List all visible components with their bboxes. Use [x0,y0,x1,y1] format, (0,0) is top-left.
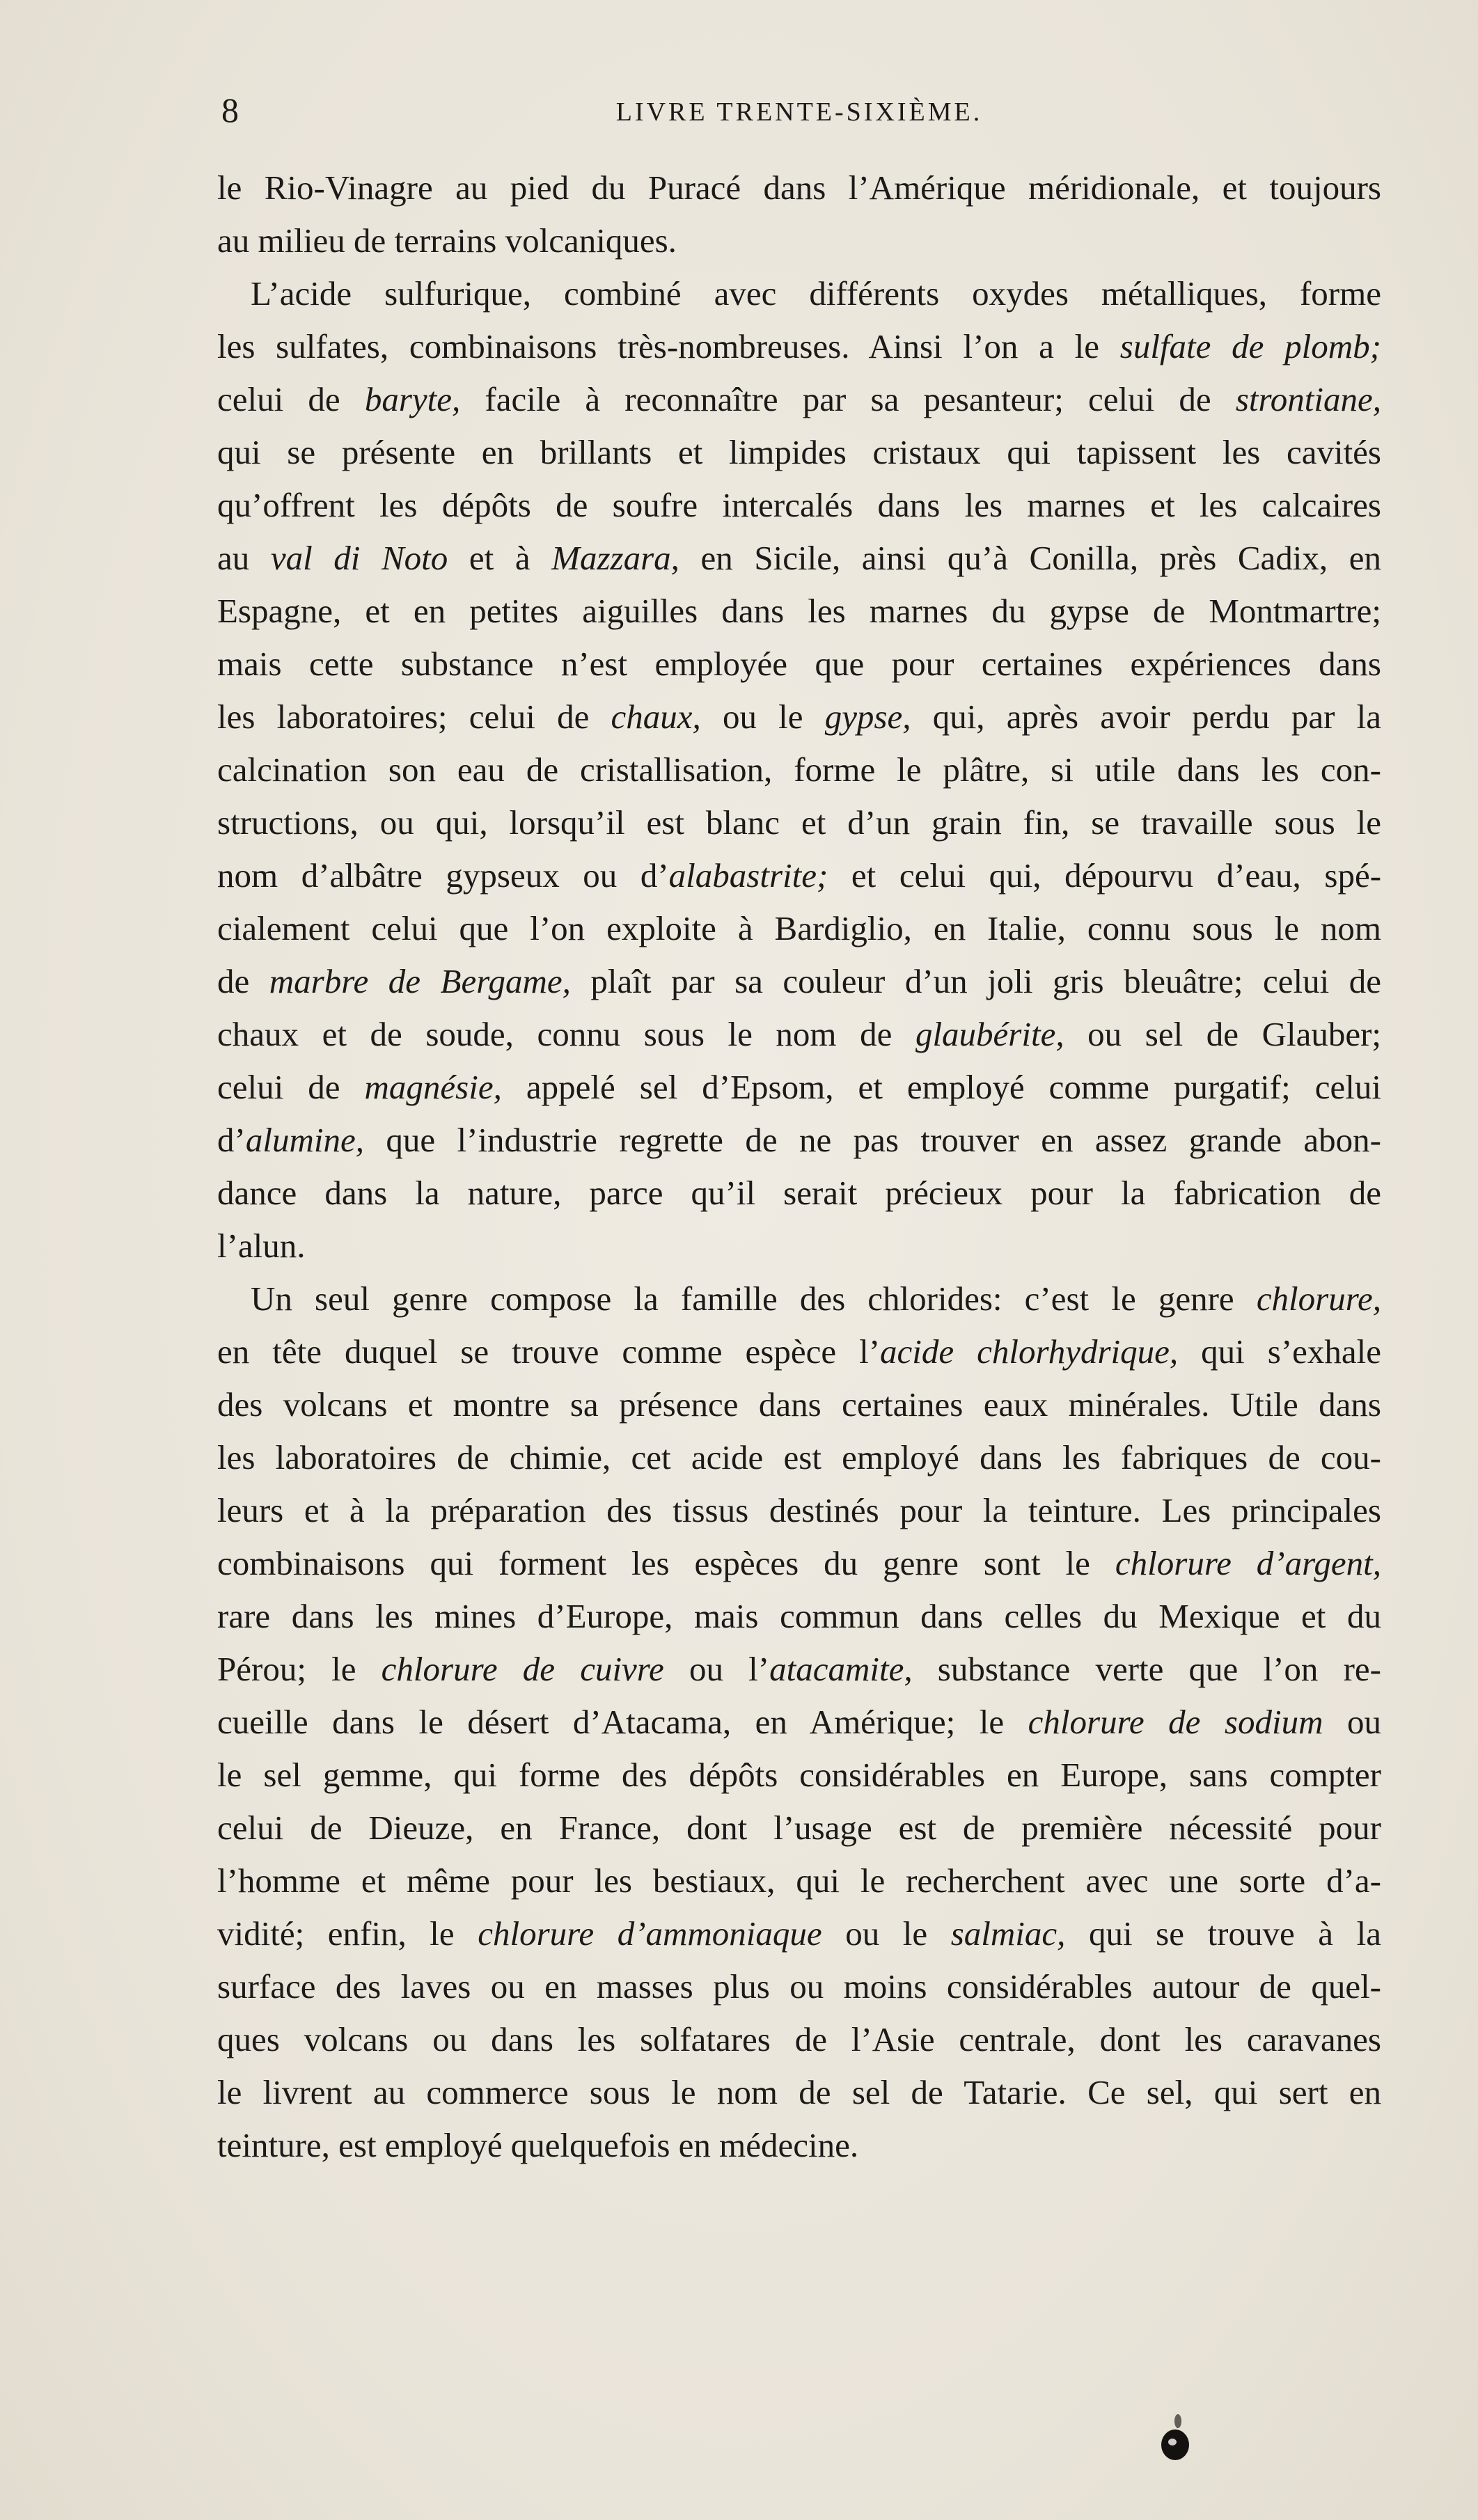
text-line [217,1273,1381,1325]
italic-term: val di Noto [270,539,448,577]
text-line [217,162,1381,214]
text-run: qui s’exhale [1178,1332,1381,1371]
text-run: le sel gemme, qui forme des dépôts considérables en Europe, sans compter [217,1756,1381,1794]
text-run: celui de [217,380,365,418]
text-line [217,1960,1381,2013]
text-line [217,1802,1381,1854]
text-run: appelé sel d’Epsom, et employé comme purgatif; celui [501,1068,1381,1106]
text-run: mais cette substance n’est employée que pour certaines expériences dans [217,645,1381,683]
text-line [217,585,1381,638]
text-line [217,849,1381,902]
text-run: celui de Dieuze, en France, dont l’usage est de première nécessité pour [217,1809,1381,1847]
italic-term: marbre de Bergame, [269,962,571,1000]
text-run: structions, ou qui, lorsqu’il est blanc et d’un grain fin, se travaille sous le [217,803,1381,842]
text-run: dance dans la nature, parce qu’il serait précieux pour la fabrication de [217,1174,1381,1212]
text-run: les laboratoires; celui de [217,698,611,736]
text-run: les sulfates, combinaisons très-nombreuses. Ainsi l’on a le [217,327,1120,365]
text-line [217,426,1381,479]
text-line [217,1061,1381,1114]
text-line [217,1008,1381,1061]
text-run: facile à reconnaître par sa pesanteur; celui de [460,380,1236,418]
text-line [217,955,1381,1008]
text-line [217,1643,1381,1696]
italic-term: chlorure de cuivre [381,1650,664,1688]
text-run: et à [448,539,552,577]
text-run: Espagne, et en petites aiguilles dans les marnes du gypse de Montmartre; [217,592,1381,630]
text-run: surface des laves ou en masses plus ou moins considérables autour de quel- [217,1967,1381,2006]
text-run: chaux et de soude, connu sous le nom de [217,1015,915,1053]
italic-term: salmiac, [950,1914,1066,1953]
page-number: 8 [221,90,239,129]
running-title: LIVRE TRENTE-SIXIÈME. [615,97,983,127]
text-line [217,267,1381,320]
text-run: leurs et à la préparation des tissus destinés pour la teinture. Les principales [217,1491,1381,1529]
text-run: qui se trouve à la [1065,1914,1381,1953]
italic-term: strontiane, [1235,380,1381,418]
text-run: les laboratoires de chimie, cet acide est employé dans les fabriques de cou- [217,1438,1381,1476]
text-line [217,373,1381,426]
running-head [221,89,1377,138]
text-run: ou le [700,698,825,736]
text-run: celui de [217,1068,365,1106]
text-run: que l’industrie regrette de ne pas trouver en assez grande abon- [363,1121,1381,1159]
italic-term: glaubérite, [915,1015,1064,1053]
text-line [217,532,1381,585]
text-run: combinaisons qui forment les espèces du genre sont le [217,1544,1115,1582]
text-line [217,214,1381,267]
text-run: ou le [821,1914,951,1953]
text-line [217,1749,1381,1802]
text-line [217,1378,1381,1431]
text-line [217,320,1381,373]
italic-term: Mazzara, [551,539,679,577]
italic-term: alabastrite; [668,856,828,895]
text-run: en tête duquel se trouve comme espèce l’ [217,1332,881,1371]
text-run: ou l’ [663,1650,770,1688]
text-line [217,902,1381,955]
text-run: au [217,539,271,577]
text-line [217,638,1381,691]
text-run: ou [1323,1703,1382,1741]
text-line [217,2013,1381,2066]
text-run: qu’offrent les dépôts de soufre intercalés dans les marnes et les calcaires [217,486,1381,524]
text-run: au milieu de terrains volcaniques. [217,221,677,260]
italic-term: chlorure d’ammoniaque [478,1914,822,1953]
italic-term: sulfate de plomb; [1119,327,1381,365]
text-run: le livrent au commerce sous le nom de sel de Tatarie. Ce sel, qui sert en [217,2073,1381,2111]
text-line [217,479,1381,532]
text-run: l’alun. [217,1227,306,1265]
text-run: L’acide sulfurique, combiné avec différents oxydes métalliques, forme [251,274,1381,313]
text-line [217,1854,1381,1907]
text-line [217,1431,1381,1484]
text-run: en Sicile, ainsi qu’à Conilla, près Cadix, en [679,539,1381,577]
text-run: vidité; enfin, le [217,1914,478,1953]
text-run: qui, après avoir perdu par la [911,698,1382,736]
italic-term: alumine, [245,1121,364,1159]
italic-term: acide chlorhydrique, [880,1332,1179,1371]
text-run: le Rio-Vinagre au pied du Puracé dans l’Amérique méridionale, et toujours [217,168,1381,207]
text-run: cueille dans le désert d’Atacama, en Amérique; le [217,1703,1028,1741]
text-run: nom d’albâtre gypseux ou d’ [217,856,669,895]
text-run: Un seul genre compose la famille des chlorides: c’est le genre [251,1279,1257,1318]
text-run: Pérou; le [217,1650,382,1688]
ink-blot [1157,2410,1193,2464]
text-run: teinture, est employé quelquefois en médecine. [217,2126,859,2164]
text-run: calcination son eau de cristallisation, forme le plâtre, si utile dans les con- [217,750,1381,789]
italic-term: chlorure de sodium [1028,1703,1323,1741]
italic-term: chlorure d’argent, [1115,1544,1381,1582]
text-run: d’ [217,1121,246,1159]
text-line [217,1220,1381,1273]
italic-term: gypse, [824,698,911,736]
text-run: et celui qui, dépourvu d’eau, spé- [828,856,1382,895]
text-run: des volcans et montre sa présence dans certaines eaux minérales. Utile dans [217,1385,1381,1424]
italic-term: baryte, [364,380,461,418]
text-line [217,2119,1381,2172]
text-run: plaît par sa couleur d’un joli gris bleuâtre; celui de [570,962,1381,1000]
text-line [217,796,1381,849]
text-run: cialement celui que l’on exploite à Bardiglio, en Italie, connu sous le nom [217,909,1381,947]
text-run: qui se présente en brillants et limpides cristaux qui tapissent les cavités [217,433,1381,471]
text-run: ques volcans ou dans les solfatares de l’Asie centrale, dont les caravanes [217,2020,1381,2058]
text-line [217,1484,1381,1537]
text-line [217,2066,1381,2119]
text-line [217,691,1381,743]
italic-term: chaux, [611,698,701,736]
text-run: substance verte que l’on re- [912,1650,1381,1688]
italic-term: chlorure, [1256,1279,1381,1318]
text-line [217,1907,1381,1960]
text-line [217,1537,1381,1590]
text-line [217,1325,1381,1378]
text-run: ou sel de Glauber; [1064,1015,1382,1053]
text-line [217,1590,1381,1643]
text-run: de [217,962,269,1000]
text-run: rare dans les mines d’Europe, mais commun dans celles du Mexique et du [217,1597,1381,1635]
italic-term: magnésie, [364,1068,502,1106]
text-line [217,743,1381,796]
text-line [217,1167,1381,1220]
text-line [217,1696,1381,1749]
italic-term: atacamite, [769,1650,913,1688]
text-line [217,1114,1381,1167]
text-run: l’homme et même pour les bestiaux, qui le recherchent avec une sorte d’a- [217,1861,1381,1900]
body-text [217,162,1381,2172]
